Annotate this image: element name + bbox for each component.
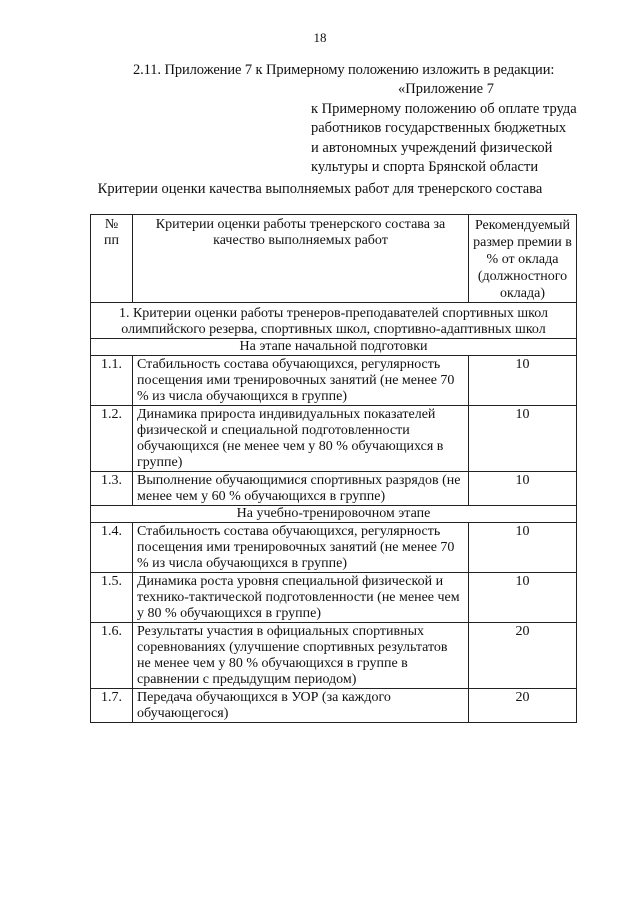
row-number: 1.1. xyxy=(91,356,133,406)
section-title: 1. Критерии оценки работы тренеров-преподавателей спортивных школ олимпийского резерва, спортивных школ, спортивно-адаптивных школ xyxy=(91,303,577,339)
table-row xyxy=(91,523,577,573)
row-criterion: Передача обучающихся в УОР (за каждого обучающегося) xyxy=(133,689,469,723)
row-number: 1.6. xyxy=(91,623,133,689)
stage-title-initial: На этапе начальной подготовки xyxy=(91,339,577,356)
table-title: Критерии оценки качества выполняемых работ для тренерского состава xyxy=(97,181,543,197)
row-number: 1.4. xyxy=(91,523,133,573)
stage-title-training: На учебно-тренировочном этапе xyxy=(91,506,577,523)
row-bonus-value: 10 xyxy=(469,523,577,573)
row-criterion: Динамика роста уровня специальной физической и технико-тактической подготовленности (не менее чем у 80 % обучающихся в группе) xyxy=(133,573,469,623)
annex-heading-line: работников государственных бюджетных xyxy=(311,120,567,136)
table-row xyxy=(91,472,577,506)
row-bonus-value: 10 xyxy=(469,406,577,472)
row-number: 1.3. xyxy=(91,472,133,506)
row-number: 1.5. xyxy=(91,573,133,623)
annex-heading xyxy=(311,80,577,178)
stage-row xyxy=(91,339,577,356)
stage-row xyxy=(91,506,577,523)
annex-heading-line: к Примерному положению об оплате труда xyxy=(311,100,577,117)
row-criterion: Результаты участия в официальных спортивных соревнованиях (улучшение спортивных результатов не менее чем у 80 % обучающихся в группе в сравнении с предыдущим периодом) xyxy=(133,623,469,689)
header-num: № пп xyxy=(91,215,133,303)
row-bonus-value: 10 xyxy=(469,356,577,406)
row-bonus-value: 10 xyxy=(469,472,577,506)
row-criterion: Стабильность состава обучающихся, регулярность посещения ими тренировочных занятий (не менее 70 % из числа обучающихся в группе) xyxy=(133,356,469,406)
row-number: 1.7. xyxy=(91,689,133,723)
amendment-intro: 2.11. Приложение 7 к Примерному положению изложить в редакции: xyxy=(133,62,555,78)
table-row xyxy=(91,689,577,723)
table-row xyxy=(91,356,577,406)
annex-heading-line: и автономных учреждений физической xyxy=(311,139,553,156)
header-bonus: Рекомендуемый размер премии в % от оклада (должностного оклада) xyxy=(469,215,577,303)
annex-heading-line: «Приложение 7 xyxy=(398,81,494,97)
row-number: 1.2. xyxy=(91,406,133,472)
table-row xyxy=(91,573,577,623)
criteria-table xyxy=(90,214,577,723)
row-criterion: Стабильность состава обучающихся, регулярность посещения ими тренировочных занятий (не менее 70 % из числа обучающихся в группе) xyxy=(133,523,469,573)
table-row xyxy=(91,406,577,472)
page-number: 18 xyxy=(313,30,327,45)
table-header-row xyxy=(91,215,577,303)
section-row xyxy=(91,303,577,339)
row-criterion: Динамика прироста индивидуальных показателей физической и специальной подготовленности обучающихся (не менее чем у 80 % обучающихся в группе) xyxy=(133,406,469,472)
annex-heading-line: культуры и спорта Брянской области xyxy=(311,159,539,175)
row-bonus-value: 10 xyxy=(469,573,577,623)
row-bonus-value: 20 xyxy=(469,623,577,689)
table-row xyxy=(91,623,577,689)
header-criteria: Критерии оценки работы тренерского состава за качество выполняемых работ xyxy=(133,215,469,303)
row-criterion: Выполнение обучающимися спортивных разрядов (не менее чем у 60 % обучающихся в группе) xyxy=(133,472,469,506)
row-bonus-value: 20 xyxy=(469,689,577,723)
